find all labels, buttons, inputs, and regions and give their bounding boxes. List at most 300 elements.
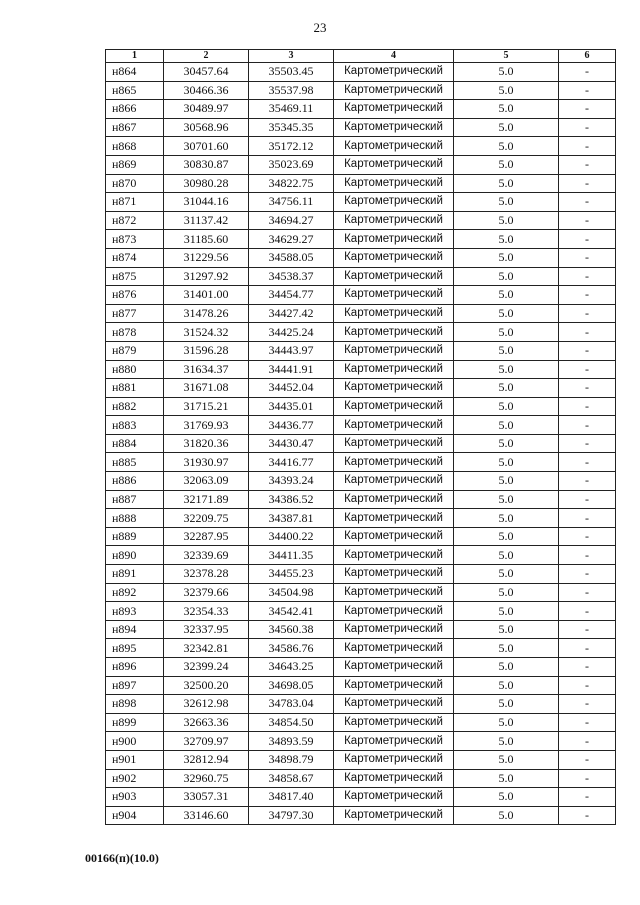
table-row [106, 304, 616, 323]
point-id-cell: н878 [106, 323, 164, 342]
note-cell: - [559, 546, 616, 565]
point-id-cell: н874 [106, 248, 164, 267]
point-id-cell: н875 [106, 267, 164, 286]
table-row [106, 267, 616, 286]
accuracy-cell: 5.0 [454, 248, 559, 267]
method-cell: Картометрический [334, 602, 454, 621]
note-cell: - [559, 620, 616, 639]
x-coordinate-cell: 31229.56 [164, 248, 249, 267]
method-cell: Картометрический [334, 490, 454, 509]
accuracy-cell: 5.0 [454, 490, 559, 509]
point-id-cell: н880 [106, 360, 164, 379]
table-row [106, 806, 616, 825]
y-coordinate-cell: 34436.77 [249, 416, 334, 435]
point-id-cell: н865 [106, 81, 164, 100]
y-coordinate-cell: 34854.50 [249, 713, 334, 732]
y-coordinate-cell: 34797.30 [249, 806, 334, 825]
point-id-cell: н884 [106, 434, 164, 453]
method-cell: Картометрический [334, 397, 454, 416]
point-id-cell: н904 [106, 806, 164, 825]
method-cell: Картометрический [334, 732, 454, 751]
method-cell: Картометрический [334, 434, 454, 453]
table-row [106, 63, 616, 82]
table-row [106, 341, 616, 360]
x-coordinate-cell: 32663.36 [164, 713, 249, 732]
y-coordinate-cell: 34560.38 [249, 620, 334, 639]
note-cell: - [559, 323, 616, 342]
y-coordinate-cell: 34400.22 [249, 527, 334, 546]
table-row [106, 286, 616, 305]
accuracy-cell: 5.0 [454, 286, 559, 305]
accuracy-cell: 5.0 [454, 81, 559, 100]
y-coordinate-cell: 34858.67 [249, 769, 334, 788]
accuracy-cell: 5.0 [454, 379, 559, 398]
method-cell: Картометрический [334, 565, 454, 584]
point-id-cell: н893 [106, 602, 164, 621]
x-coordinate-cell: 31715.21 [164, 397, 249, 416]
y-coordinate-cell: 34425.24 [249, 323, 334, 342]
table-row [106, 416, 616, 435]
accuracy-cell: 5.0 [454, 750, 559, 769]
note-cell: - [559, 509, 616, 528]
note-cell: - [559, 788, 616, 807]
header-col-4: 4 [334, 50, 454, 63]
point-id-cell: н868 [106, 137, 164, 156]
table-row [106, 565, 616, 584]
x-coordinate-cell: 32612.98 [164, 695, 249, 714]
point-id-cell: н876 [106, 286, 164, 305]
method-cell: Картометрический [334, 63, 454, 82]
accuracy-cell: 5.0 [454, 137, 559, 156]
point-id-cell: н902 [106, 769, 164, 788]
table-row [106, 583, 616, 602]
accuracy-cell: 5.0 [454, 676, 559, 695]
method-cell: Картометрический [334, 806, 454, 825]
y-coordinate-cell: 35537.98 [249, 81, 334, 100]
coordinates-table-wrapper [105, 49, 616, 825]
x-coordinate-cell: 31401.00 [164, 286, 249, 305]
x-coordinate-cell: 32709.97 [164, 732, 249, 751]
x-coordinate-cell: 31634.37 [164, 360, 249, 379]
accuracy-cell: 5.0 [454, 100, 559, 119]
accuracy-cell: 5.0 [454, 639, 559, 658]
point-id-cell: н867 [106, 118, 164, 137]
accuracy-cell: 5.0 [454, 565, 559, 584]
header-row [106, 50, 616, 63]
x-coordinate-cell: 31137.42 [164, 211, 249, 230]
point-id-cell: н901 [106, 750, 164, 769]
table-row [106, 137, 616, 156]
method-cell: Картометрический [334, 788, 454, 807]
accuracy-cell: 5.0 [454, 63, 559, 82]
note-cell: - [559, 137, 616, 156]
x-coordinate-cell: 30489.97 [164, 100, 249, 119]
x-coordinate-cell: 31671.08 [164, 379, 249, 398]
header-col-2: 2 [164, 50, 249, 63]
accuracy-cell: 5.0 [454, 713, 559, 732]
method-cell: Картометрический [334, 416, 454, 435]
note-cell: - [559, 806, 616, 825]
table-row [106, 174, 616, 193]
x-coordinate-cell: 31297.92 [164, 267, 249, 286]
point-id-cell: н900 [106, 732, 164, 751]
method-cell: Картометрический [334, 453, 454, 472]
table-row [106, 676, 616, 695]
y-coordinate-cell: 35172.12 [249, 137, 334, 156]
table-row [106, 193, 616, 212]
point-id-cell: н870 [106, 174, 164, 193]
table-row [106, 713, 616, 732]
x-coordinate-cell: 32379.66 [164, 583, 249, 602]
y-coordinate-cell: 34542.41 [249, 602, 334, 621]
note-cell: - [559, 379, 616, 398]
table-row [106, 490, 616, 509]
note-cell: - [559, 267, 616, 286]
y-coordinate-cell: 34443.97 [249, 341, 334, 360]
table-body [106, 63, 616, 825]
method-cell: Картометрический [334, 267, 454, 286]
note-cell: - [559, 565, 616, 584]
y-coordinate-cell: 34430.47 [249, 434, 334, 453]
accuracy-cell: 5.0 [454, 341, 559, 360]
y-coordinate-cell: 34452.04 [249, 379, 334, 398]
x-coordinate-cell: 32812.94 [164, 750, 249, 769]
method-cell: Картометрический [334, 100, 454, 119]
table-row [106, 509, 616, 528]
point-id-cell: н895 [106, 639, 164, 658]
method-cell: Картометрический [334, 230, 454, 249]
table-row [106, 453, 616, 472]
x-coordinate-cell: 32399.24 [164, 658, 249, 677]
y-coordinate-cell: 34694.27 [249, 211, 334, 230]
accuracy-cell: 5.0 [454, 658, 559, 677]
y-coordinate-cell: 34441.91 [249, 360, 334, 379]
coordinates-table [105, 49, 616, 825]
point-id-cell: н892 [106, 583, 164, 602]
method-cell: Картометрический [334, 360, 454, 379]
note-cell: - [559, 639, 616, 658]
table-row [106, 732, 616, 751]
table-row [106, 118, 616, 137]
note-cell: - [559, 341, 616, 360]
method-cell: Картометрический [334, 639, 454, 658]
table-row [106, 100, 616, 119]
y-coordinate-cell: 34454.77 [249, 286, 334, 305]
accuracy-cell: 5.0 [454, 360, 559, 379]
x-coordinate-cell: 30568.96 [164, 118, 249, 137]
x-coordinate-cell: 32209.75 [164, 509, 249, 528]
table-row [106, 769, 616, 788]
note-cell: - [559, 193, 616, 212]
y-coordinate-cell: 34455.23 [249, 565, 334, 584]
point-id-cell: н882 [106, 397, 164, 416]
page-number: 23 [313, 20, 327, 35]
y-coordinate-cell: 34427.42 [249, 304, 334, 323]
note-cell: - [559, 434, 616, 453]
x-coordinate-cell: 30701.60 [164, 137, 249, 156]
y-coordinate-cell: 34386.52 [249, 490, 334, 509]
note-cell: - [559, 769, 616, 788]
table-row [106, 602, 616, 621]
y-coordinate-cell: 34783.04 [249, 695, 334, 714]
note-cell: - [559, 360, 616, 379]
accuracy-cell: 5.0 [454, 509, 559, 528]
method-cell: Картометрический [334, 155, 454, 174]
table-row [106, 81, 616, 100]
point-id-cell: н891 [106, 565, 164, 584]
x-coordinate-cell: 31185.60 [164, 230, 249, 249]
table-row [106, 639, 616, 658]
point-id-cell: н903 [106, 788, 164, 807]
note-cell: - [559, 211, 616, 230]
note-cell: - [559, 453, 616, 472]
y-coordinate-cell: 34643.25 [249, 658, 334, 677]
table-row [106, 379, 616, 398]
point-id-cell: н871 [106, 193, 164, 212]
accuracy-cell: 5.0 [454, 788, 559, 807]
table-row [106, 546, 616, 565]
y-coordinate-cell: 35023.69 [249, 155, 334, 174]
method-cell: Картометрический [334, 137, 454, 156]
point-id-cell: н890 [106, 546, 164, 565]
method-cell: Картометрический [334, 211, 454, 230]
y-coordinate-cell: 34698.05 [249, 676, 334, 695]
note-cell: - [559, 248, 616, 267]
method-cell: Картометрический [334, 286, 454, 305]
x-coordinate-cell: 31524.32 [164, 323, 249, 342]
y-coordinate-cell: 34893.59 [249, 732, 334, 751]
note-cell: - [559, 750, 616, 769]
note-cell: - [559, 397, 616, 416]
x-coordinate-cell: 32378.28 [164, 565, 249, 584]
method-cell: Картометрический [334, 472, 454, 491]
accuracy-cell: 5.0 [454, 806, 559, 825]
point-id-cell: н866 [106, 100, 164, 119]
point-id-cell: н881 [106, 379, 164, 398]
point-id-cell: н888 [106, 509, 164, 528]
point-id-cell: н889 [106, 527, 164, 546]
y-coordinate-cell: 34588.05 [249, 248, 334, 267]
y-coordinate-cell: 34817.40 [249, 788, 334, 807]
accuracy-cell: 5.0 [454, 602, 559, 621]
accuracy-cell: 5.0 [454, 267, 559, 286]
point-id-cell: н873 [106, 230, 164, 249]
x-coordinate-cell: 31596.28 [164, 341, 249, 360]
note-cell: - [559, 63, 616, 82]
table-row [106, 750, 616, 769]
y-coordinate-cell: 34822.75 [249, 174, 334, 193]
y-coordinate-cell: 34411.35 [249, 546, 334, 565]
point-id-cell: н887 [106, 490, 164, 509]
point-id-cell: н894 [106, 620, 164, 639]
x-coordinate-cell: 31820.36 [164, 434, 249, 453]
note-cell: - [559, 602, 616, 621]
y-coordinate-cell: 35345.35 [249, 118, 334, 137]
x-coordinate-cell: 32337.95 [164, 620, 249, 639]
note-cell: - [559, 174, 616, 193]
y-coordinate-cell: 34393.24 [249, 472, 334, 491]
point-id-cell: н872 [106, 211, 164, 230]
x-coordinate-cell: 33057.31 [164, 788, 249, 807]
note-cell: - [559, 155, 616, 174]
accuracy-cell: 5.0 [454, 620, 559, 639]
x-coordinate-cell: 30457.64 [164, 63, 249, 82]
point-id-cell: н886 [106, 472, 164, 491]
x-coordinate-cell: 31930.97 [164, 453, 249, 472]
point-id-cell: н869 [106, 155, 164, 174]
method-cell: Картометрический [334, 304, 454, 323]
table-header [106, 50, 616, 63]
accuracy-cell: 5.0 [454, 174, 559, 193]
note-cell: - [559, 472, 616, 491]
note-cell: - [559, 490, 616, 509]
method-cell: Картометрический [334, 750, 454, 769]
method-cell: Картометрический [334, 81, 454, 100]
method-cell: Картометрический [334, 341, 454, 360]
table-row [106, 788, 616, 807]
method-cell: Картометрический [334, 620, 454, 639]
method-cell: Картометрический [334, 193, 454, 212]
point-id-cell: н864 [106, 63, 164, 82]
accuracy-cell: 5.0 [454, 155, 559, 174]
method-cell: Картометрический [334, 676, 454, 695]
y-coordinate-cell: 35469.11 [249, 100, 334, 119]
y-coordinate-cell: 34586.76 [249, 639, 334, 658]
note-cell: - [559, 100, 616, 119]
x-coordinate-cell: 33146.60 [164, 806, 249, 825]
table-row [106, 397, 616, 416]
header-col-1: 1 [106, 50, 164, 63]
note-cell: - [559, 304, 616, 323]
method-cell: Картометрический [334, 323, 454, 342]
table-row [106, 527, 616, 546]
method-cell: Картометрический [334, 583, 454, 602]
x-coordinate-cell: 32171.89 [164, 490, 249, 509]
y-coordinate-cell: 34538.37 [249, 267, 334, 286]
accuracy-cell: 5.0 [454, 453, 559, 472]
x-coordinate-cell: 32339.69 [164, 546, 249, 565]
note-cell: - [559, 230, 616, 249]
table-row [106, 248, 616, 267]
note-cell: - [559, 416, 616, 435]
x-coordinate-cell: 31769.93 [164, 416, 249, 435]
accuracy-cell: 5.0 [454, 118, 559, 137]
header-col-6: 6 [559, 50, 616, 63]
accuracy-cell: 5.0 [454, 211, 559, 230]
note-cell: - [559, 713, 616, 732]
x-coordinate-cell: 32354.33 [164, 602, 249, 621]
point-id-cell: н877 [106, 304, 164, 323]
y-coordinate-cell: 34416.77 [249, 453, 334, 472]
table-row [106, 230, 616, 249]
x-coordinate-cell: 32500.20 [164, 676, 249, 695]
accuracy-cell: 5.0 [454, 732, 559, 751]
y-coordinate-cell: 34387.81 [249, 509, 334, 528]
point-id-cell: н897 [106, 676, 164, 695]
note-cell: - [559, 81, 616, 100]
method-cell: Картометрический [334, 769, 454, 788]
method-cell: Картометрический [334, 527, 454, 546]
point-id-cell: н896 [106, 658, 164, 677]
x-coordinate-cell: 32960.75 [164, 769, 249, 788]
table-row [106, 323, 616, 342]
header-col-3: 3 [249, 50, 334, 63]
table-row [106, 472, 616, 491]
method-cell: Картометрический [334, 695, 454, 714]
accuracy-cell: 5.0 [454, 527, 559, 546]
note-cell: - [559, 286, 616, 305]
note-cell: - [559, 695, 616, 714]
x-coordinate-cell: 32342.81 [164, 639, 249, 658]
method-cell: Картометрический [334, 713, 454, 732]
accuracy-cell: 5.0 [454, 583, 559, 602]
note-cell: - [559, 583, 616, 602]
accuracy-cell: 5.0 [454, 472, 559, 491]
accuracy-cell: 5.0 [454, 695, 559, 714]
method-cell: Картометрический [334, 248, 454, 267]
point-id-cell: н883 [106, 416, 164, 435]
method-cell: Картометрический [334, 546, 454, 565]
y-coordinate-cell: 34756.11 [249, 193, 334, 212]
accuracy-cell: 5.0 [454, 323, 559, 342]
y-coordinate-cell: 34898.79 [249, 750, 334, 769]
method-cell: Картометрический [334, 379, 454, 398]
table-row [106, 211, 616, 230]
point-id-cell: н885 [106, 453, 164, 472]
accuracy-cell: 5.0 [454, 193, 559, 212]
table-row [106, 695, 616, 714]
y-coordinate-cell: 35503.45 [249, 63, 334, 82]
document-code: 00166(п)(10.0) [85, 851, 159, 865]
accuracy-cell: 5.0 [454, 304, 559, 323]
method-cell: Картометрический [334, 174, 454, 193]
x-coordinate-cell: 32063.09 [164, 472, 249, 491]
accuracy-cell: 5.0 [454, 397, 559, 416]
table-row [106, 620, 616, 639]
x-coordinate-cell: 30830.87 [164, 155, 249, 174]
accuracy-cell: 5.0 [454, 546, 559, 565]
x-coordinate-cell: 30980.28 [164, 174, 249, 193]
accuracy-cell: 5.0 [454, 434, 559, 453]
note-cell: - [559, 118, 616, 137]
note-cell: - [559, 527, 616, 546]
x-coordinate-cell: 30466.36 [164, 81, 249, 100]
accuracy-cell: 5.0 [454, 416, 559, 435]
note-cell: - [559, 658, 616, 677]
point-id-cell: н879 [106, 341, 164, 360]
table-row [106, 155, 616, 174]
y-coordinate-cell: 34504.98 [249, 583, 334, 602]
table-row [106, 360, 616, 379]
table-row [106, 658, 616, 677]
header-col-5: 5 [454, 50, 559, 63]
accuracy-cell: 5.0 [454, 769, 559, 788]
method-cell: Картометрический [334, 118, 454, 137]
x-coordinate-cell: 31044.16 [164, 193, 249, 212]
method-cell: Картометрический [334, 509, 454, 528]
point-id-cell: н899 [106, 713, 164, 732]
y-coordinate-cell: 34435.01 [249, 397, 334, 416]
x-coordinate-cell: 32287.95 [164, 527, 249, 546]
x-coordinate-cell: 31478.26 [164, 304, 249, 323]
y-coordinate-cell: 34629.27 [249, 230, 334, 249]
point-id-cell: н898 [106, 695, 164, 714]
accuracy-cell: 5.0 [454, 230, 559, 249]
method-cell: Картометрический [334, 658, 454, 677]
table-row [106, 434, 616, 453]
note-cell: - [559, 732, 616, 751]
note-cell: - [559, 676, 616, 695]
